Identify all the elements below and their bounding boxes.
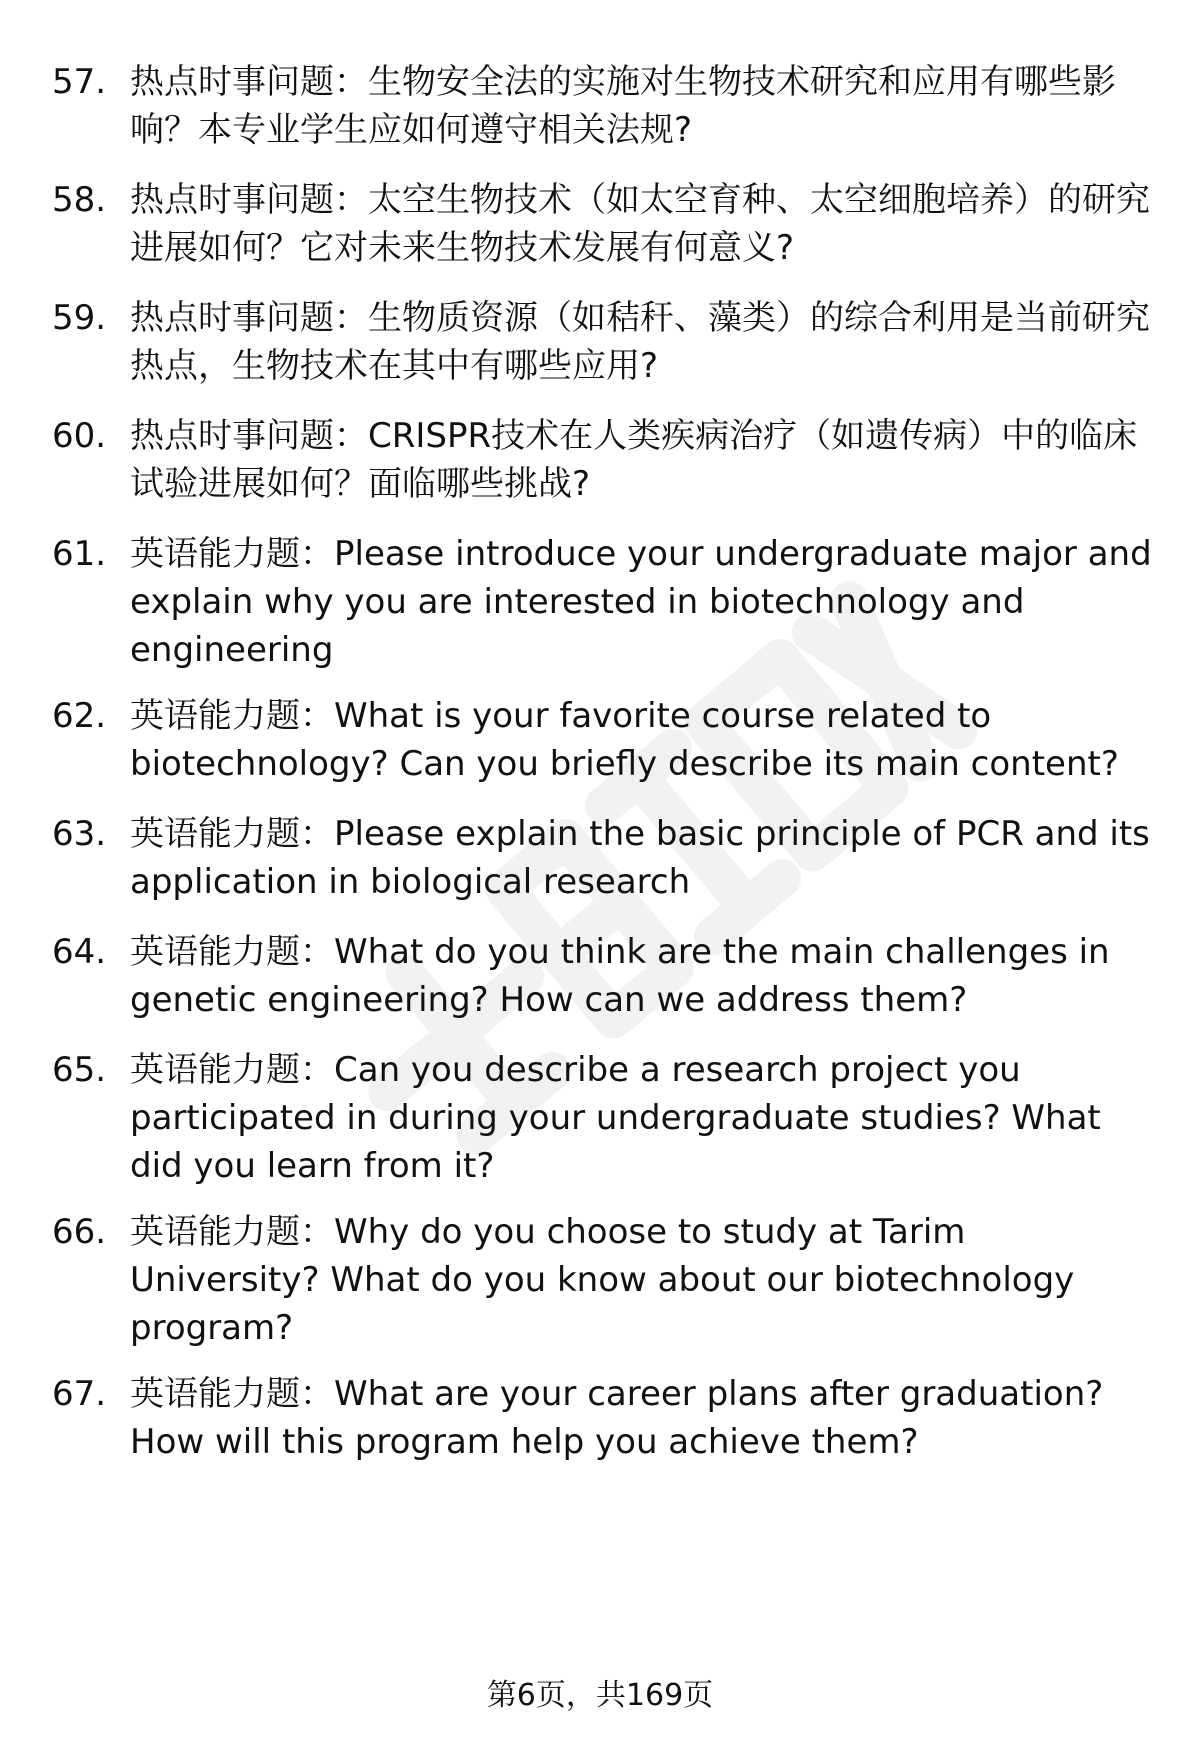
question-number: 65. bbox=[52, 1050, 107, 1090]
question-number: 60. bbox=[52, 416, 107, 456]
question-number: 66. bbox=[52, 1212, 107, 1252]
question-text: 英语能力题：Please explain the basic principle of PCR and its application in biological research bbox=[130, 814, 1150, 902]
question-text: 热点时事问题：生物质资源（如秸秆、藻类）的综合利用是当前研究热点，生物技术在其中有哪些应用? bbox=[130, 298, 1150, 386]
question-text: 英语能力题：What do you think are the main challenges in genetic engineering? How can we address them? bbox=[130, 932, 1110, 1020]
question-number: 64. bbox=[52, 932, 107, 972]
question-number: 67. bbox=[52, 1374, 107, 1414]
question-number: 57. bbox=[52, 62, 107, 102]
question-item bbox=[52, 530, 1162, 674]
question-item bbox=[52, 810, 1162, 906]
question-item bbox=[52, 412, 1162, 508]
question-text: 英语能力题：Why do you choose to study at Tarim University? What do you know about our biotechnology program? bbox=[130, 1212, 1075, 1348]
question-number: 61. bbox=[52, 534, 107, 574]
question-text: 英语能力题：Can you describe a research project you participated in during your undergraduate studies? What did you learn from it? bbox=[130, 1050, 1101, 1186]
question-item bbox=[52, 692, 1162, 788]
question-number: 59. bbox=[52, 298, 107, 338]
page-footer: 第6页，共169页 bbox=[486, 1678, 714, 1713]
question-number: 62. bbox=[52, 696, 107, 736]
question-text: 热点时事问题：CRISPR技术在人类疾病治疗（如遗传病）中的临床试验进展如何？面临哪些挑战? bbox=[130, 416, 1138, 504]
question-text: 英语能力题：Please introduce your undergraduate major and explain why you are interested in biotechnology and engineering bbox=[130, 534, 1152, 670]
question-number: 58. bbox=[52, 180, 107, 220]
question-item bbox=[52, 1046, 1162, 1190]
question-item bbox=[52, 58, 1162, 154]
question-number: 63. bbox=[52, 814, 107, 854]
question-item bbox=[52, 928, 1162, 1024]
question-item bbox=[52, 176, 1162, 272]
question-text: 热点时事问题：生物安全法的实施对生物技术研究和应用有哪些影响？本专业学生应如何遵守相关法规? bbox=[130, 62, 1116, 150]
question-text: 英语能力题：What is your favorite course related to biotechnology? Can you briefly describe its main content? bbox=[130, 696, 1119, 784]
question-text: 热点时事问题：太空生物技术（如太空育种、太空细胞培养）的研究进展如何？它对未来生物技术发展有何意义? bbox=[130, 180, 1150, 268]
question-item bbox=[52, 1370, 1162, 1466]
question-item bbox=[52, 1208, 1162, 1352]
question-text: 英语能力题：What are your career plans after graduation? How will this program help you achieve them? bbox=[130, 1374, 1104, 1462]
question-item bbox=[52, 294, 1162, 390]
